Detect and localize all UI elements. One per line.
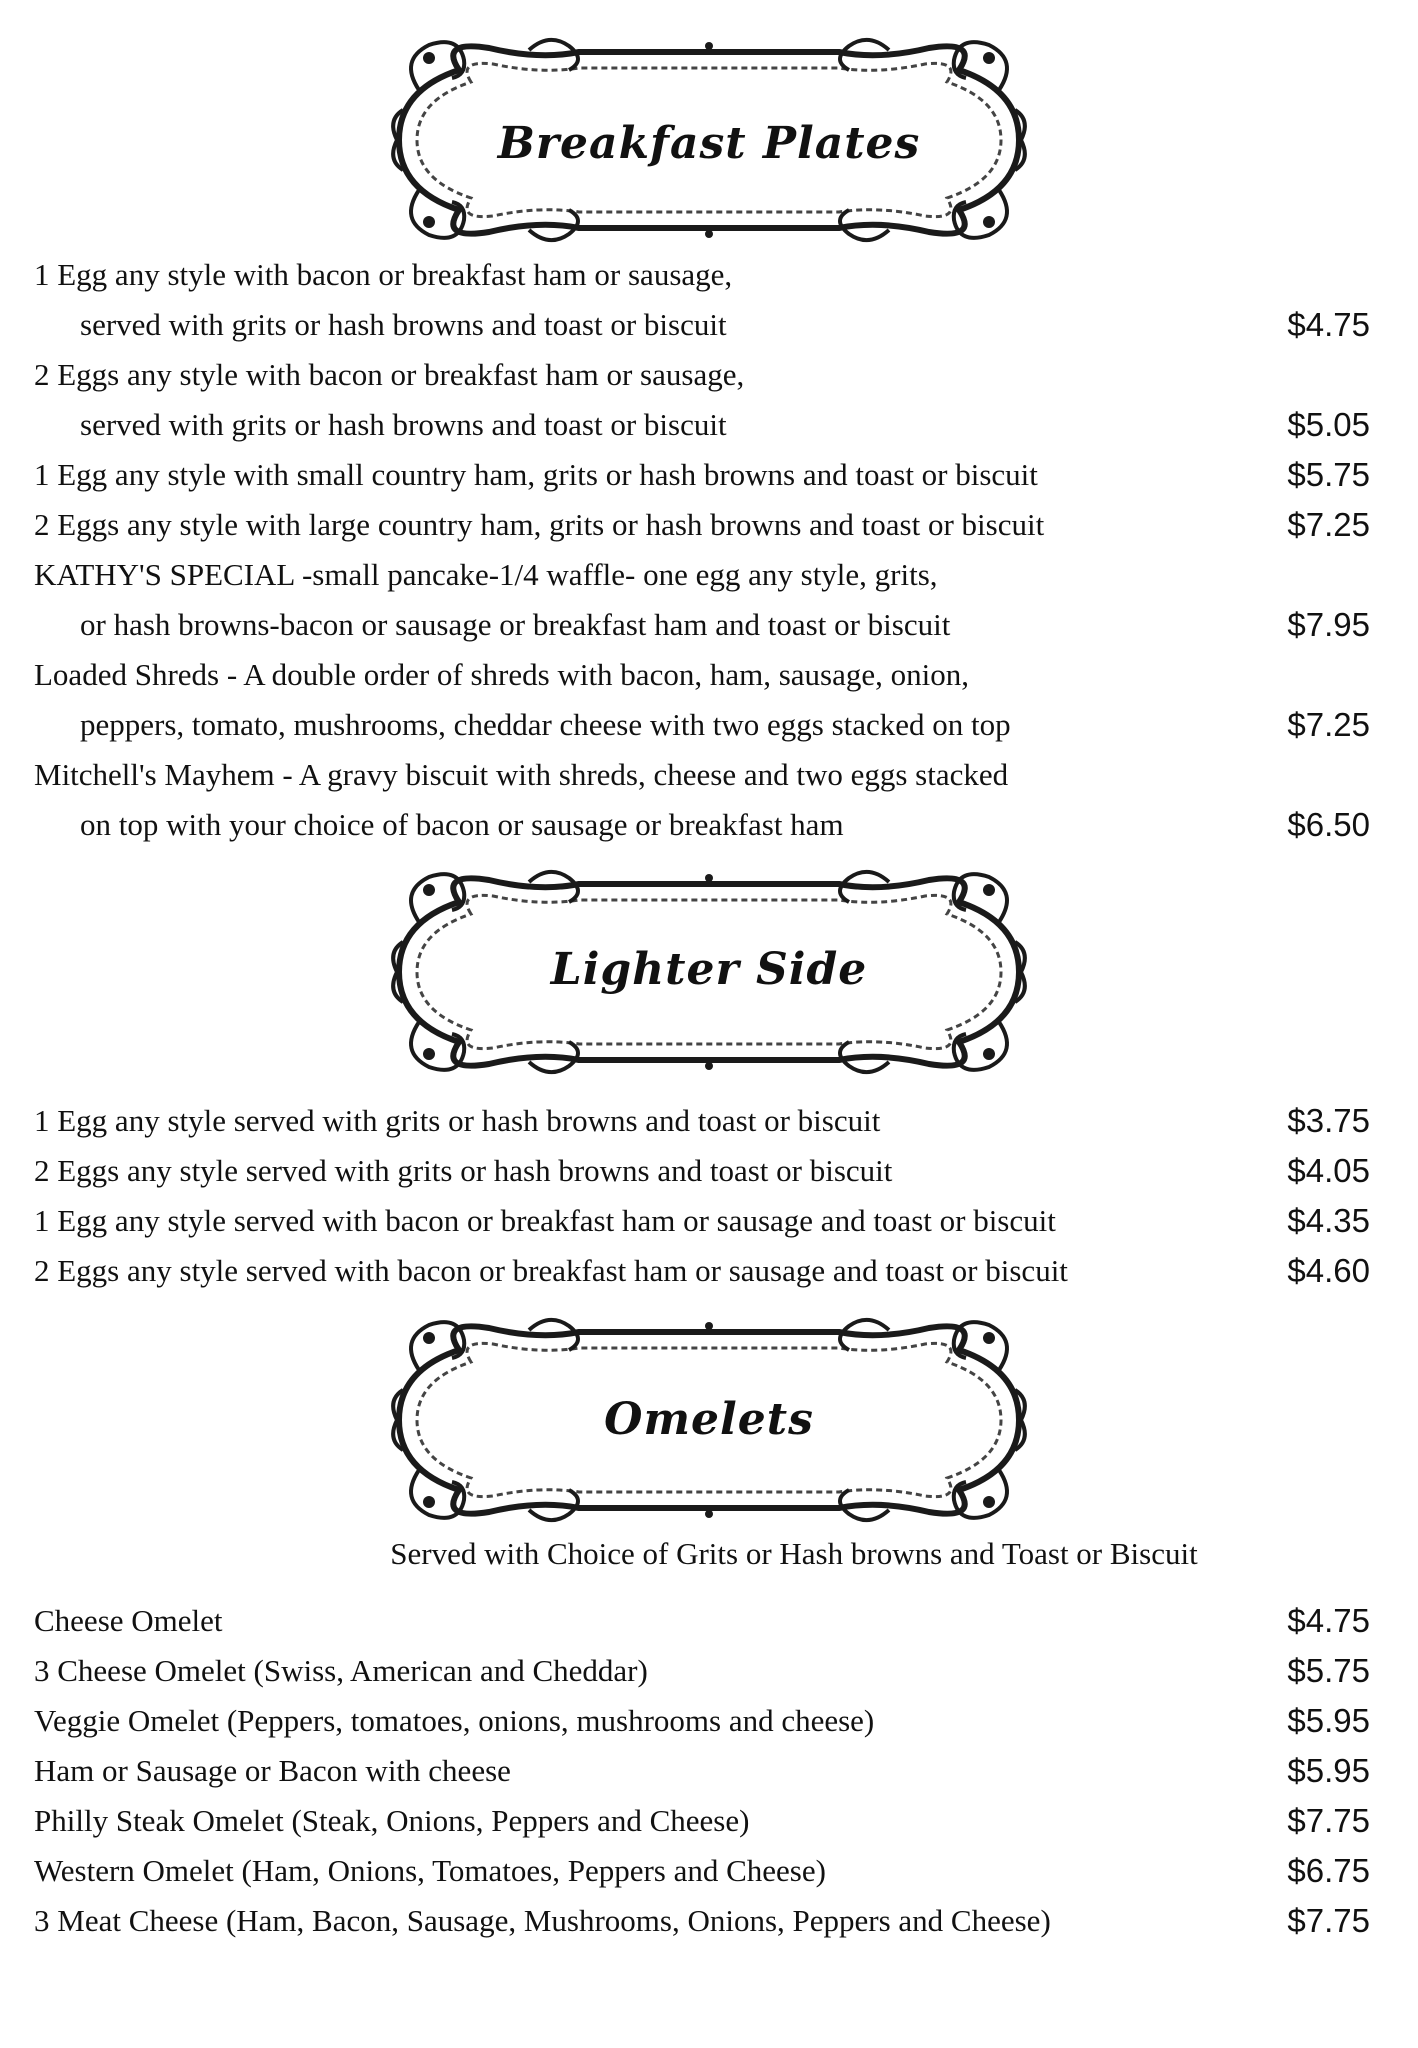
- menu-item: [34, 500, 1394, 550]
- menu-item: [34, 1596, 1394, 1646]
- item-price: $7.25: [1287, 506, 1370, 543]
- menu-item: [34, 1246, 1394, 1296]
- item-price: $5.05: [1287, 406, 1370, 443]
- item-line: peppers, tomato, mushrooms, cheddar cheese with two eggs stacked on top: [80, 707, 1011, 742]
- menu-item: [34, 250, 1394, 350]
- item-price: $7.75: [1287, 1802, 1370, 1839]
- item-line: 3 Cheese Omelet (Swiss, American and Cheddar): [34, 1653, 648, 1688]
- item-price: $4.60: [1287, 1252, 1370, 1289]
- item-line: 2 Eggs any style served with grits or hash browns and toast or biscuit: [34, 1153, 893, 1188]
- item-price: $7.75: [1287, 1902, 1370, 1939]
- item-price: $6.50: [1287, 806, 1370, 843]
- item-line: Mitchell's Mayhem - A gravy biscuit with shreds, cheese and two eggs stacked: [34, 757, 1009, 792]
- item-line: served with grits or hash browns and toast or biscuit: [80, 307, 727, 342]
- lighter-side-header: [0, 862, 1418, 1082]
- section-title: Breakfast Plates: [497, 118, 921, 169]
- menu-item: [34, 350, 1394, 450]
- menu-item: [34, 450, 1394, 500]
- item-price: $3.75: [1287, 1102, 1370, 1139]
- item-line: 1 Egg any style with bacon or breakfast ham or sausage,: [34, 257, 733, 292]
- item-line: Cheese Omelet: [34, 1603, 223, 1638]
- item-line: 2 Eggs any style with large country ham, grits or hash browns and toast or biscuit: [34, 507, 1045, 542]
- item-line: Ham or Sausage or Bacon with cheese: [34, 1753, 511, 1788]
- item-price: $4.35: [1287, 1202, 1370, 1239]
- menu-item: [34, 650, 1394, 750]
- menu-item: [34, 1696, 1394, 1746]
- item-line: Veggie Omelet (Peppers, tomatoes, onions, mushrooms and cheese): [34, 1703, 875, 1738]
- item-price: $5.75: [1287, 456, 1370, 493]
- item-price: $5.75: [1287, 1652, 1370, 1689]
- section-note: Served with Choice of Grits or Hash browns and Toast or Biscuit: [390, 1536, 1198, 1571]
- item-price: $6.75: [1287, 1852, 1370, 1889]
- item-line: Loaded Shreds - A double order of shreds with bacon, ham, sausage, onion,: [34, 657, 969, 692]
- item-line: Western Omelet (Ham, Onions, Tomatoes, Peppers and Cheese): [34, 1853, 826, 1888]
- item-line: served with grits or hash browns and toast or biscuit: [80, 407, 727, 442]
- item-line: 2 Eggs any style served with bacon or breakfast ham or sausage and toast or biscuit: [34, 1253, 1068, 1288]
- item-line: KATHY'S SPECIAL -small pancake-1/4 waffle- one egg any style, grits,: [34, 557, 938, 592]
- menu-item: [34, 1096, 1394, 1146]
- item-price: $5.95: [1287, 1702, 1370, 1739]
- item-line: Philly Steak Omelet (Steak, Onions, Peppers and Cheese): [34, 1803, 750, 1838]
- menu-item: [34, 1746, 1394, 1796]
- menu-item: [34, 750, 1394, 850]
- item-line: or hash browns-bacon or sausage or breakfast ham and toast or biscuit: [80, 607, 951, 642]
- menu-item: [34, 1146, 1394, 1196]
- menu-item: [34, 1646, 1394, 1696]
- item-line: 2 Eggs any style with bacon or breakfast ham or sausage,: [34, 357, 745, 392]
- item-price: $4.75: [1287, 1602, 1370, 1639]
- item-line: 1 Egg any style with small country ham, grits or hash browns and toast or biscuit: [34, 457, 1038, 492]
- section-title: Lighter Side: [550, 944, 868, 995]
- section-title: Omelets: [604, 1394, 814, 1445]
- item-price: $4.75: [1287, 306, 1370, 343]
- breakfast-plates-header: [0, 30, 1418, 250]
- item-price: $7.25: [1287, 706, 1370, 743]
- item-line: on top with your choice of bacon or sausage or breakfast ham: [80, 807, 844, 842]
- item-price: $4.05: [1287, 1152, 1370, 1189]
- menu-item: [34, 1896, 1394, 1946]
- menu-item: [34, 1796, 1394, 1846]
- item-line: 1 Egg any style served with grits or hash browns and toast or biscuit: [34, 1103, 881, 1138]
- menu-item: [34, 550, 1394, 650]
- menu-item: [34, 1846, 1394, 1896]
- omelets-header: [0, 1310, 1418, 1530]
- item-price: $5.95: [1287, 1752, 1370, 1789]
- item-line: 1 Egg any style served with bacon or breakfast ham or sausage and toast or biscuit: [34, 1203, 1056, 1238]
- item-line: 3 Meat Cheese (Ham, Bacon, Sausage, Mushrooms, Onions, Peppers and Cheese): [34, 1903, 1051, 1938]
- menu-item: [34, 1196, 1394, 1246]
- item-price: $7.95: [1287, 606, 1370, 643]
